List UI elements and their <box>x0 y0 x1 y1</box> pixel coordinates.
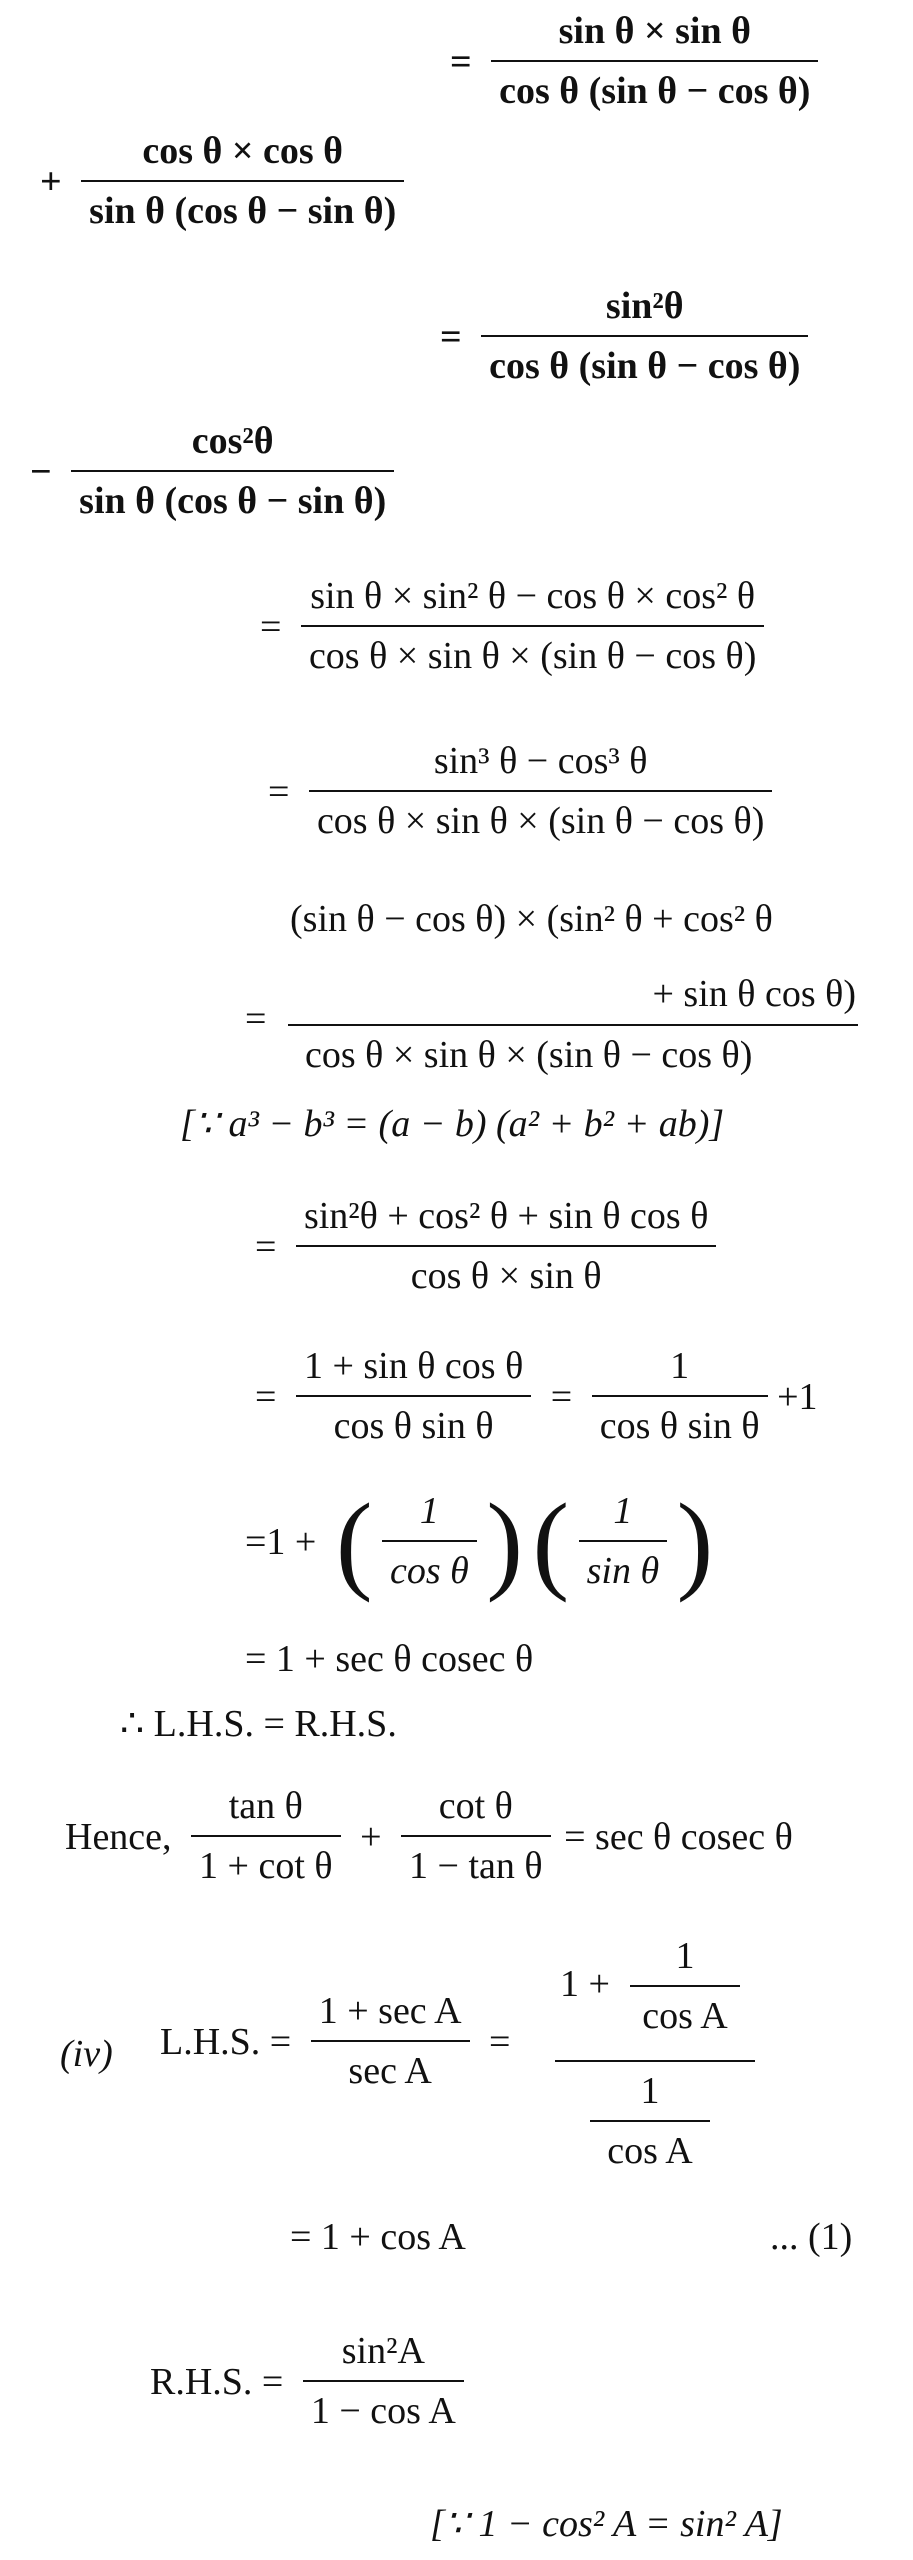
numerator: 1 <box>592 1345 768 1397</box>
fraction <box>311 1990 470 2093</box>
numerator: sin³ θ − cos³ θ <box>309 740 772 792</box>
denominator: sin θ <box>586 1549 660 1592</box>
denominator: sin θ (cos θ − sin θ) <box>89 189 397 232</box>
fraction <box>382 1490 477 1593</box>
hence-statement <box>65 1785 803 1888</box>
denominator: cos θ sin θ <box>333 1404 494 1447</box>
equals-sign: = <box>550 1375 573 1418</box>
numerator: 1 <box>630 1935 740 1987</box>
equals-sign: = <box>255 1225 277 1268</box>
numerator: sin θ × sin θ <box>491 10 818 62</box>
minus-sign: − <box>30 450 52 493</box>
denominator: cos θ <box>390 1549 469 1592</box>
fraction <box>296 1195 716 1298</box>
numerator: sin²θ + cos² θ + sin θ cos θ <box>296 1195 716 1247</box>
fraction <box>309 740 772 843</box>
denominator: cos θ sin θ <box>599 1404 760 1447</box>
equals-sign: = <box>440 315 462 358</box>
one-plus: =1 + <box>245 1520 317 1563</box>
step-7-numerator-line-1: (sin θ − cos θ) × (sin² θ + cos² θ <box>290 898 773 940</box>
part-iv-rhs <box>150 2330 464 2433</box>
step-2 <box>30 130 404 233</box>
complex-numerator-lead: 1 + <box>560 1963 610 2005</box>
numerator: cos²θ <box>71 420 394 472</box>
left-paren: ( <box>532 1480 570 1603</box>
complex-top-numerator <box>630 1935 740 2038</box>
denominator: 1 − cos A <box>310 2389 456 2432</box>
fraction <box>71 420 394 523</box>
fraction <box>481 285 808 388</box>
denominator: sin θ (cos θ − sin θ) <box>79 479 387 522</box>
fraction <box>191 1785 341 1888</box>
denominator: sec A <box>348 2049 432 2092</box>
lhs-label: L.H.S. = <box>160 2020 292 2063</box>
numerator: 1 + sin θ cos θ <box>296 1345 531 1397</box>
fraction <box>301 575 764 678</box>
identity-note: [∵ 1 − cos² A = sin² A] <box>430 2503 783 2545</box>
right-paren: ) <box>676 1480 714 1603</box>
plus-sign: + <box>360 1815 382 1858</box>
step-7-numerator-line-2: + sin θ cos θ) <box>652 973 856 1015</box>
right-paren: ) <box>486 1480 523 1603</box>
numerator: 1 <box>579 1490 668 1542</box>
step-7-denominator: cos θ × sin θ × (sin θ − cos θ) <box>305 1034 753 1076</box>
step-7-fraction-bar <box>288 1024 858 1026</box>
numerator: cot θ <box>401 1785 551 1837</box>
denominator: cos θ × sin θ <box>410 1254 602 1297</box>
part-label: (iv) <box>60 2033 113 2075</box>
left-paren: ( <box>335 1480 373 1603</box>
plus-sign: + <box>40 160 62 203</box>
fraction <box>491 10 818 113</box>
main-fraction-bar <box>555 2060 755 2062</box>
fraction <box>81 130 404 233</box>
denominator: cos A <box>642 1994 728 2037</box>
part-iv-lhs <box>160 1990 520 2093</box>
denominator: cos θ × sin θ × (sin θ − cos θ) <box>308 634 757 677</box>
hence-label: Hence, <box>65 1815 172 1858</box>
step-3 <box>430 285 808 388</box>
equation-ref: ... (1) <box>770 2216 853 2258</box>
denominator: cos θ (sin θ − cos θ) <box>489 344 801 387</box>
numerator: 1 + sec A <box>311 1990 470 2042</box>
rhs: = sec θ cosec θ <box>564 1815 793 1858</box>
step-10 <box>245 1345 828 1448</box>
fraction <box>630 1935 740 2038</box>
equals-sign: = <box>450 40 472 83</box>
rhs-label: R.H.S. = <box>150 2360 284 2403</box>
step-1 <box>440 10 818 113</box>
conclusion-line: ∴ L.H.S. = R.H.S. <box>120 1703 397 1745</box>
numerator: 1 <box>590 2070 710 2122</box>
plus-one: +1 <box>777 1375 818 1418</box>
numerator: sin θ × sin² θ − cos θ × cos² θ <box>301 575 764 627</box>
result-line: = 1 + cos A <box>290 2216 466 2258</box>
denominator: cos θ × sin θ × (sin θ − cos θ) <box>316 799 765 842</box>
fraction <box>590 2070 710 2173</box>
equals-sign: = <box>260 605 282 648</box>
step-6 <box>258 740 772 843</box>
fraction <box>296 1345 531 1448</box>
denominator: cos θ (sin θ − cos θ) <box>499 69 811 112</box>
numerator: sin²A <box>303 2330 464 2382</box>
equals-sign: = <box>268 770 290 813</box>
fraction <box>579 1490 668 1593</box>
step-12: = 1 + sec θ cosec θ <box>245 1638 534 1680</box>
denominator: 1 − tan θ <box>409 1844 543 1887</box>
step-9 <box>245 1195 716 1298</box>
step-5 <box>250 575 764 678</box>
numerator: sin²θ <box>481 285 808 337</box>
complex-bottom <box>590 2070 710 2173</box>
denominator: 1 + cot θ <box>199 1844 333 1887</box>
denominator: cos A <box>607 2129 693 2172</box>
fraction <box>303 2330 464 2433</box>
numerator: cos θ × cos θ <box>81 130 404 182</box>
equals-sign: = <box>489 2020 511 2063</box>
step-11 <box>245 1480 714 1603</box>
equals-sign: = <box>255 1375 277 1418</box>
step-7-equals-sign: = <box>245 998 267 1040</box>
fraction <box>592 1345 768 1448</box>
numerator: 1 <box>382 1490 477 1542</box>
fraction <box>401 1785 551 1888</box>
step-4 <box>20 420 394 523</box>
identity-note: [∵ a³ − b³ = (a − b) (a² + b² + ab)] <box>180 1103 725 1145</box>
numerator: tan θ <box>191 1785 341 1837</box>
